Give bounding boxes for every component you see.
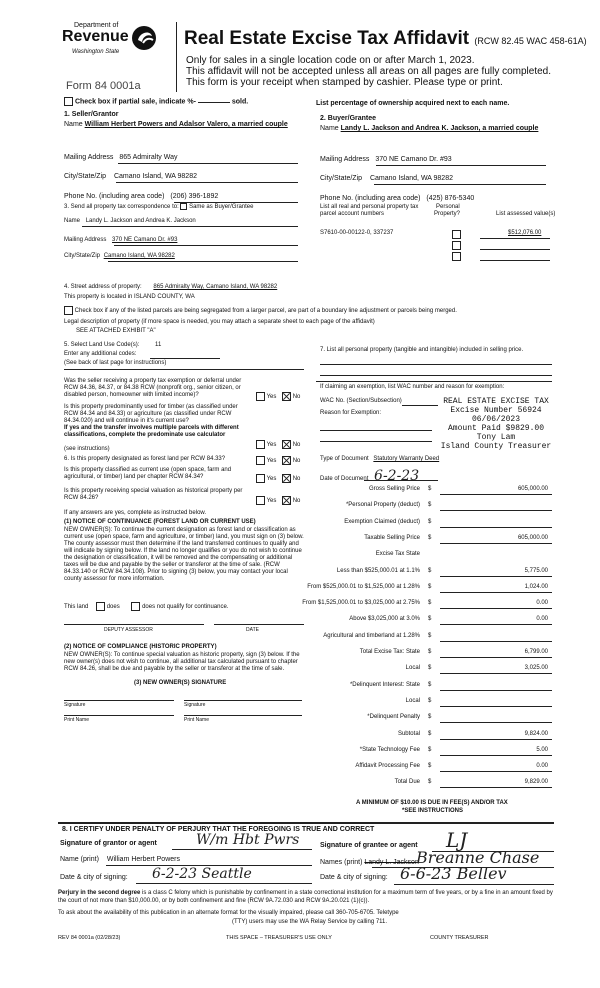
date-grantee[interactable]: 6-6-23 Bellev <box>400 864 507 883</box>
seller-mailing-label: Mailing Address <box>64 154 114 161</box>
doc-type[interactable]: Statutory Warranty Deed <box>373 456 440 462</box>
name-grantor[interactable]: William Herbert Powers <box>106 856 180 863</box>
calc-row-currency: $ <box>428 633 432 639</box>
does-not-qualify-checkbox[interactable] <box>131 602 140 611</box>
question-3: 6. Is this property designated as forest land per RCW 84.33? <box>64 456 226 462</box>
calc-row-underline <box>440 787 552 788</box>
calc-row-label: Agricultural and timberland at 1.28% <box>323 633 420 639</box>
sig-grantor-label: Signature of grantor or agent <box>60 840 157 847</box>
calc-row-currency: $ <box>428 616 432 622</box>
revenue-logo-icon <box>130 24 158 52</box>
calc-row-label: Taxable Selling Price <box>364 535 420 541</box>
accessibility-line1: To ask about the availability of this publication in an alternate format for the visually impaired, please call 360-705-6705. Teletype <box>58 910 399 916</box>
tax-calculation-table <box>302 486 556 796</box>
stamp-line2: Excise Number 56924 <box>450 406 542 415</box>
q2-yes-label: Yes <box>266 442 277 449</box>
q3-no-label: No <box>292 458 301 465</box>
calc-row-currency: $ <box>428 747 432 753</box>
notice1-heading: (1) NOTICE OF CONTINUANCE (FOREST LAND OR CURRENT USE) <box>64 519 256 525</box>
corr-city-label: City/State/Zip <box>64 253 101 259</box>
header-sub1: Only for sales in a single location code on or after March 1, 2023. <box>186 55 475 66</box>
seller-phone-label: Phone No. (including area code) <box>64 193 165 200</box>
header-divider <box>176 22 177 92</box>
buyer-city-label: City/State/Zip <box>320 175 363 182</box>
accessibility-line2: (TTY) users may use the WA Relay Service by calling 711. <box>232 919 388 925</box>
calc-row-value[interactable]: 1,024.00 <box>524 584 548 590</box>
doc-type-row <box>320 456 439 462</box>
calc-row-value[interactable]: 0.00 <box>536 600 548 606</box>
notice1-body: NEW OWNER(S): To continue the current designation as forest land or classification as current use (open space, farm and agriculture, or timber) land, you must sign on (3) below. The county assessor must then determine if the land transferred continues to qualify and will indicate by signing below. If the land no longer qualifies or you do not wish to continue the designation or classification, it will be removed and the compensating or additional taxes will be due and payable by the seller or transferor at the time of sale. (RCW 84.33.140 or RCW 84.34.108). Prior to signing (3) below, you may contact your local county assessor for more information. <box>64 527 304 582</box>
name-grantor-label: Name (print) <box>60 856 99 863</box>
partial-sold: sold. <box>231 98 249 106</box>
calc-row-value[interactable]: 605,000.00 <box>517 535 548 541</box>
calc-row-label: *State Technology Fee <box>359 747 420 753</box>
q1-no-label: No <box>292 394 301 401</box>
question-4: Is this property classified as current use (open space, farm and agricultural, or timber) land per chapter RCW 84.34? <box>64 467 232 480</box>
wac-label: WAC No. (Section/Subsection) <box>320 398 402 404</box>
q2-yes-no <box>256 440 300 449</box>
q1-yes-checkbox[interactable] <box>256 392 265 401</box>
q3-yes-no <box>256 456 300 465</box>
buyer-mailing[interactable]: 370 NE Camano Dr. #93 <box>375 156 452 163</box>
located-text: This property is located in ISLAND COUNTY, WA <box>64 294 195 300</box>
treasurer-stamp <box>436 397 556 451</box>
corr-mailing-row <box>64 237 177 243</box>
question-1: Was the seller receiving a property tax exemption or deferral under RCW 84.36, 84.37, or 84.38 RCW (nonprofit org., senior citizen, or disabled person, homeowner with limited income)? <box>64 378 242 398</box>
notice2-body: NEW OWNER(S): To continue special valuation as historic property, sign (3) below. If the new owner(s) does not wish to continue, all additional tax calculated pursuant to chapter RCW 84.26, shall be due and payable by the seller or transferor at the time of sale. <box>64 652 300 672</box>
buyer-phone[interactable]: (425) 876-5340 <box>426 195 475 202</box>
see-instructions: *SEE INSTRUCTIONS <box>402 808 464 814</box>
personal-property-checkbox-2[interactable] <box>452 241 461 250</box>
seller-phone-row <box>64 193 218 200</box>
calc-row-label: Exemption Claimed (deduct) <box>344 519 420 525</box>
calc-row-currency: $ <box>428 763 432 769</box>
qualify-row <box>64 602 228 611</box>
date-grantor[interactable]: 6-2-23 Seattle <box>152 866 252 882</box>
sig-grantee-label: Signature of grantee or agent <box>320 842 418 849</box>
calc-row-currency: $ <box>428 779 432 785</box>
land-use-row <box>64 342 161 348</box>
seller-city-label: City/State/Zip <box>64 173 107 180</box>
calc-row-value[interactable]: 5.00 <box>536 747 548 753</box>
parcel-header2: parcel account numbers <box>320 211 385 217</box>
calc-row-underline <box>440 527 552 528</box>
county-treasurer: COUNTY TREASURER <box>430 935 489 941</box>
calc-row-underline <box>440 657 552 658</box>
corr-name-row <box>64 218 196 224</box>
q1-yes-no <box>256 392 300 401</box>
calc-row-value[interactable]: 5,775.00 <box>524 568 548 574</box>
minimum-due: A MINIMUM OF $10.00 IS DUE IN FEE(S) AND/OR TAX <box>356 800 508 806</box>
calc-row-currency: $ <box>428 649 432 655</box>
calc-row-underline <box>440 722 552 723</box>
correspondence-heading-row <box>64 203 253 210</box>
dept-line1: Department of <box>74 22 119 29</box>
calc-row-label: Subtotal <box>397 731 420 737</box>
calc-row-label: Local <box>405 665 420 671</box>
calc-row-underline <box>440 576 552 577</box>
q4-no-checkbox[interactable] <box>282 474 291 483</box>
doc-type-label: Type of Document <box>320 456 369 462</box>
this-land-label: This land <box>64 604 89 611</box>
q3-yes-checkbox[interactable] <box>256 456 265 465</box>
q5-no-checkbox[interactable] <box>282 496 291 505</box>
personal-property-label: 7. List all personal property (tangible and intangible) included in selling price. <box>320 347 524 353</box>
q4-yes-label: Yes <box>266 476 277 483</box>
assessed-value[interactable]: $512,076.00 <box>508 230 542 236</box>
q5-yes-no <box>256 496 300 505</box>
buyer-mailing-label: Mailing Address <box>320 156 370 163</box>
q2-no-checkbox[interactable] <box>282 440 291 449</box>
calc-row-value[interactable]: 3,025.00 <box>524 665 548 671</box>
land-use-see-back: (See back of last page for instructions) <box>64 360 167 366</box>
question-2c: (see instructions) <box>64 446 110 452</box>
perjury-bold: Perjury in the second degree <box>58 890 141 896</box>
dept-line3: Washington State <box>72 49 120 55</box>
perjury-text: is a class C felony which is punishable by confinement in a state correctional institution for a maximum term of five years, or by a fine in an amount fixed by the court of not more than $10,000.00, or by both confinement and fine (RCW 9A.72.030 and RCW 9A.20.021 (1)(c)). <box>58 890 553 904</box>
calc-row-underline <box>440 755 552 756</box>
calc-row-currency: $ <box>428 584 432 590</box>
calc-row-currency: $ <box>428 486 432 492</box>
calc-row-label: From $525,000.01 to $1,525,000 at 1.28% <box>307 584 420 590</box>
calc-row-label: *Personal Property (deduct) <box>345 502 420 508</box>
name-grantee-hand[interactable]: Breanne Chase <box>416 848 540 867</box>
calc-row-underline <box>440 771 552 772</box>
calc-row-label: Less than $525,000.01 at 1.1% <box>336 568 420 574</box>
header-sub2: This affidavit will not be accepted unless all areas on all pages are fully completed. <box>186 66 552 77</box>
assessed-header: List assessed value(s) <box>496 211 556 217</box>
calc-row-currency: $ <box>428 682 432 688</box>
seller-name-block <box>64 120 309 129</box>
parcel-header1: List all real and personal property tax <box>320 204 419 210</box>
question-2a: Is this property predominantly used for timber (as classified under RCW 84.34 and 84.33) or agriculture (as classified under RCW 84.34.020) and will continue in it's current use? <box>64 404 238 424</box>
calc-row-underline <box>440 494 552 495</box>
q4-no-label: No <box>292 476 301 483</box>
signature-label-1: Signature <box>64 702 86 708</box>
seller-heading: 1. Seller/Grantor <box>64 111 119 118</box>
calc-row-label: Affidavit Processing Fee <box>355 763 420 769</box>
buyer-city[interactable]: Camano Island, WA 98282 <box>369 175 453 182</box>
header-sub3: This form is your receipt when stamped by cashier. Please type or print. <box>186 77 503 88</box>
does-qualify-checkbox[interactable] <box>96 602 105 611</box>
question-5: Is this property receiving special valuation as historical property per RCW 84.26? <box>64 488 243 501</box>
partial-sale-text: Check box if partial sale, indicate %- <box>74 98 196 106</box>
calc-row-label: Above $3,025,000 at 3.0% <box>349 616 420 622</box>
sig-grantor[interactable]: W/m Hbt Pwrs <box>196 832 300 848</box>
partial-sale-checkbox[interactable] <box>64 97 73 106</box>
q5-yes-checkbox[interactable] <box>256 496 265 505</box>
calc-row-currency: $ <box>428 568 432 574</box>
name-grantor-row <box>60 856 180 863</box>
sig-grantee[interactable]: LJ <box>446 828 468 852</box>
deputy-assessor-label: DEPUTY ASSESSOR <box>104 627 153 633</box>
seller-city[interactable]: Camano Island, WA 98282 <box>113 173 197 180</box>
name-grantee-label: Names (print) <box>320 859 363 866</box>
corr-name[interactable]: Landy L. Jackson and Andrea K. Jackson <box>85 218 196 224</box>
corr-mailing[interactable]: 370 NE Camano Dr. #93 <box>112 237 178 243</box>
street-label: 4. Street address of property: <box>64 284 142 290</box>
q3-yes-label: Yes <box>266 458 277 465</box>
calc-row-value[interactable]: 605,000.00 <box>517 486 548 492</box>
calc-row-label: Excise Tax State <box>375 551 420 557</box>
buyer-name-label: Name <box>320 125 339 132</box>
does-not-label: does not qualify for continuance. <box>142 604 229 611</box>
q4-yes-no <box>256 474 300 483</box>
dept-line2: Revenue <box>62 28 129 45</box>
calc-row-currency: $ <box>428 698 432 704</box>
perjury-notice <box>58 889 558 905</box>
same-as-buyer-label: Same as Buyer/Grantee <box>189 204 254 211</box>
calc-row-underline <box>440 624 552 625</box>
calc-row-currency: $ <box>428 502 432 508</box>
deputy-date-label: DATE <box>246 627 259 633</box>
calc-row-value[interactable]: 6,799.00 <box>524 649 548 655</box>
q3-no-checkbox[interactable] <box>282 456 291 465</box>
calc-row-value[interactable]: 9,824.00 <box>524 731 548 737</box>
new-owner-signature-heading: (3) NEW OWNER(S) SIGNATURE <box>134 680 227 686</box>
q1-yes-label: Yes <box>266 394 277 401</box>
street-row <box>64 284 277 290</box>
partial-sale-row <box>64 97 248 106</box>
calc-row-currency: $ <box>428 600 432 606</box>
rev-number: REV 84 0001a (02/28/23) <box>58 935 121 941</box>
doc-date-row <box>320 468 419 484</box>
calc-row-label: Total Excise Tax: State <box>359 649 420 655</box>
calc-row-value[interactable]: 9,829.00 <box>524 779 548 785</box>
corr-mailing-label: Mailing Address <box>64 237 107 243</box>
parcel-number[interactable]: S7610-00-00122-0, 337237 <box>320 230 394 236</box>
correspondence-heading: 3. Send all property tax correspondence to: <box>64 204 179 211</box>
print-name-label-1: Print Name <box>64 717 90 723</box>
seller-name[interactable]: William Herbert Powers and Adalsor Valero, a married couple <box>84 121 288 128</box>
ownership-note: List percentage of ownership acquired next to each name. <box>316 100 510 107</box>
stamp-line6: Island County Treasurer <box>440 442 552 451</box>
name-grantee-struck[interactable]: Landy L. Jackson <box>364 859 419 866</box>
doc-date[interactable]: 6-2-23 <box>374 468 420 484</box>
notice2-heading: (2) NOTICE OF COMPLIANCE (HISTORIC PROPERTY) <box>64 644 217 650</box>
calc-row-underline <box>440 706 552 707</box>
calc-row-underline <box>440 673 552 674</box>
segregate-text: Check box if any of the listed parcels are being segregated from a larger parcel, are part of a boundary line adjustment or parcels being merged. <box>74 308 457 315</box>
stamp-line3: 06/06/2023 <box>471 415 520 424</box>
seller-mailing-row <box>64 154 177 161</box>
legal-text: Legal description of property (if more space is needed, you may attach a separate sheet to each page of the affidavit) <box>64 319 375 325</box>
print-name-label-2: Print Name <box>184 717 210 723</box>
buyer-heading: 2. Buyer/Grantee <box>320 115 377 122</box>
doc-date-label: Date of Document <box>320 476 369 482</box>
calc-row-currency: $ <box>428 714 432 720</box>
calc-row-underline <box>440 608 552 609</box>
land-use-code[interactable]: 11 <box>155 342 162 348</box>
date-grantee-label: Date & city of signing: <box>320 874 388 881</box>
partial-percent-field[interactable] <box>198 102 230 103</box>
seller-phone[interactable]: (206) 396-1892 <box>170 193 219 200</box>
title-text: Real Estate Excise Tax Affidavit <box>184 28 470 49</box>
form-number: Form 84 0001a <box>66 80 141 92</box>
form-title <box>184 28 587 50</box>
land-use-additional: Enter any additional codes: <box>64 351 137 357</box>
calc-row-label: *Delinquent Penalty <box>367 714 420 720</box>
q1-no-checkbox[interactable] <box>282 392 291 401</box>
exhibit-text: SEE ATTACHED EXHIBIT "A" <box>76 328 156 334</box>
buyer-name[interactable]: Landy L. Jackson and Andrea K. Jackson, a married couple <box>340 125 539 132</box>
stamp-line4: Amount Paid $9829.00 <box>447 424 544 433</box>
calc-row-currency: $ <box>428 535 432 541</box>
calc-row-label: Local <box>405 698 420 704</box>
calc-row-value[interactable]: 0.00 <box>536 616 548 622</box>
seller-name-label: Name <box>64 121 83 128</box>
calc-row-label: Total Due <box>394 779 420 785</box>
personal-header2: Property? <box>434 211 461 217</box>
street-address[interactable]: 865 Admiralty Way, Camano Island, WA 98282 <box>153 284 278 290</box>
segregate-checkbox[interactable] <box>64 306 73 315</box>
signature-label-2: Signature <box>184 702 206 708</box>
exemption-reason-label: Reason for Exemption: <box>320 410 382 416</box>
buyer-city-row <box>320 175 453 182</box>
stamp-line5: Tony Lam <box>476 433 516 442</box>
exemption-claim: If claiming an exemption, list WAC number and reason for exemption: <box>320 384 505 390</box>
calc-row-underline <box>440 690 552 691</box>
buyer-phone-label: Phone No. (including area code) <box>320 195 421 202</box>
personal-header1: Personal <box>436 204 460 210</box>
corr-city-row <box>64 253 175 259</box>
land-use-label: 5. Select Land Use Code(s): <box>64 342 140 348</box>
certify-heading: 8. I CERTIFY UNDER PENALTY OF PERJURY THAT THE FOREGOING IS TRUE AND CORRECT <box>62 826 375 833</box>
calc-row-currency: $ <box>428 665 432 671</box>
question-2b: If yes and the transfer involves multiple parcels with different classifications, complete the predominate use calculator <box>64 425 239 438</box>
treasurer-space: THIS SPACE – TREASURER'S USE ONLY <box>226 935 332 941</box>
buyer-name-block <box>320 124 565 133</box>
calc-row-currency: $ <box>428 519 432 525</box>
seller-city-row <box>64 173 197 180</box>
calc-row-currency: $ <box>428 731 432 737</box>
q2-no-label: No <box>292 442 301 449</box>
calc-row-label: From $1,525,000.01 to $3,025,000 at 2.75% <box>302 600 420 606</box>
date-grantor-label: Date & city of signing: <box>60 874 128 881</box>
calc-row-underline <box>440 543 552 544</box>
calc-row-underline <box>440 510 552 511</box>
calc-row-label: *Delinquent Interest: State <box>349 682 420 688</box>
if-yes-text: If any answers are yes, complete as instructed below. <box>64 510 207 516</box>
calc-row-underline <box>440 641 552 642</box>
corr-city[interactable]: Camano Island, WA 98282 <box>103 253 175 259</box>
q2-yes-checkbox[interactable] <box>256 440 265 449</box>
buyer-mailing-row <box>320 156 452 163</box>
does-label: does <box>106 604 120 611</box>
buyer-phone-row <box>320 195 474 202</box>
calc-row-underline <box>440 739 552 740</box>
q5-no-label: No <box>292 498 301 505</box>
calc-row-underline <box>440 592 552 593</box>
calc-row-value[interactable]: 0.00 <box>536 763 548 769</box>
q5-yes-label: Yes <box>266 498 277 505</box>
seller-mailing[interactable]: 865 Admiralty Way <box>119 154 178 161</box>
personal-property-checkbox-3[interactable] <box>452 252 461 261</box>
title-statute: (RCW 82.45 WAC 458-61A) <box>474 36 587 46</box>
corr-name-label: Name <box>64 218 81 224</box>
segregate-row <box>64 306 457 315</box>
calc-row-label: Gross Selling Price <box>368 486 420 492</box>
personal-property-checkbox-1[interactable] <box>452 230 461 239</box>
stamp-line1: REAL ESTATE EXCISE TAX <box>443 397 549 406</box>
same-as-buyer-checkbox[interactable] <box>180 203 187 210</box>
q4-yes-checkbox[interactable] <box>256 474 265 483</box>
